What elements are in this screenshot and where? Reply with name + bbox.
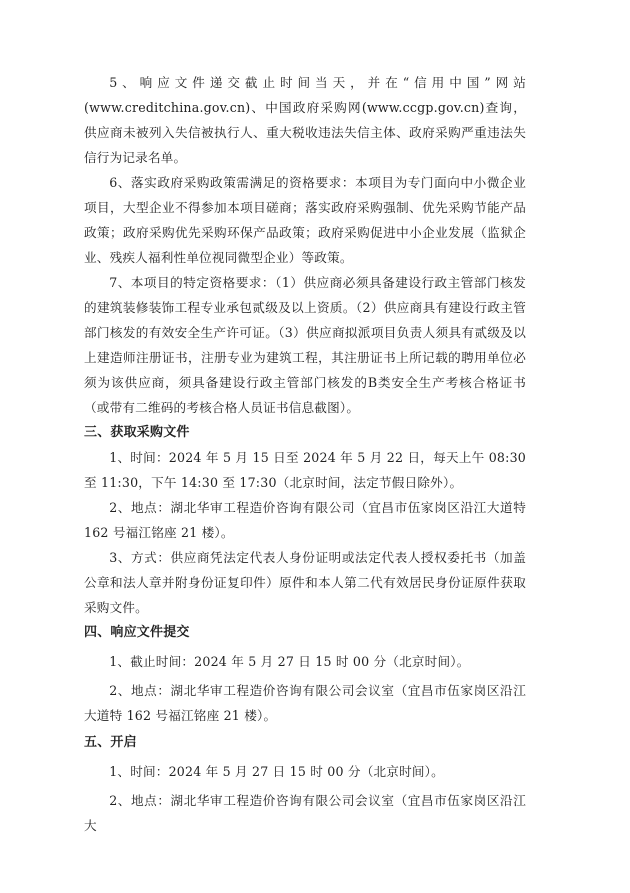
- submission-deadline: 1、截止时间：2024 年 5 月 27 日 15 时 00 分（北京时间）。: [109, 654, 470, 669]
- paragraph-item-5: 5、响应文件递交截止时间当天，并在“信用中国”网站(www.creditchina.gov.cn)、中国政府采购网(www.ccgp.gov.cn)查询，供应商未被列入失信被执行人、重大税收违法失信主体、政府采购严重违法失信行为记录名单。: [84, 75, 526, 165]
- document-page: [84, 70, 526, 838]
- section-heading-obtain-documents: 三、获取采购文件: [84, 425, 190, 440]
- paragraph-item-7: 7、本项目的特定资格要求：（1）供应商必须具备建设行政主管部门核发的建筑装修装饰工程专业承包贰级及以上资质。（2）供应商具有建设行政主管部门核发的有效安全生产许可证。（3）供应商拟派项目负责人须具有贰级及以上建造师注册证书，注册专业为建筑工程，其注册证书上所记载的聘用单位必须为该供应商，须具备建设行政主管部门核发的B类安全生产考核合格证书（或带有二维码的考核合格人员证书信息截图）。: [84, 275, 526, 415]
- obtain-method: 3、方式：供应商凭法定代表人身份证明或法定代表人授权委托书（加盖公章和法人章并附身份证复印件）原件和本人第二代有效居民身份证原件获取采购文件。: [84, 550, 526, 615]
- obtain-location: 2、地点：湖北华审工程造价咨询有限公司（宜昌市伍家岗区沿江大道特 162 号福江铭座 21 楼）。: [84, 500, 526, 540]
- opening-location: 2、地点：湖北华审工程造价咨询有限公司会议室（宜昌市伍家岗区沿江大: [84, 793, 526, 833]
- section-heading-opening: 五、开启: [84, 735, 137, 750]
- paragraph-item-6: 6、落实政府采购政策需满足的资格要求：本项目为专门面向中小微企业项目，大型企业不得参加本项目磋商；落实政府采购强制、优先采购节能产品政策；政府采购优先采购环保产品政策；政府采购促进中小企业发展（监狱企业、残疾人福利性单位视同微型企业）等政策。: [84, 175, 526, 265]
- opening-time: 1、时间：2024 年 5 月 27 日 15 时 00 分（北京时间）。: [109, 764, 444, 779]
- obtain-time: 1、时间：2024 年 5 月 15 日至 2024 年 5 月 22 日，每天上午 08:30 至 11:30，下午 14:30 至 17:30（北京时间，法定节假日除外）。: [84, 450, 526, 490]
- submission-location: 2、地点：湖北华审工程造价咨询有限公司会议室（宜昌市伍家岗区沿江大道特 162 号福江铭座 21 楼）。: [84, 683, 526, 723]
- section-heading-submission: 四、响应文件提交: [84, 625, 190, 640]
